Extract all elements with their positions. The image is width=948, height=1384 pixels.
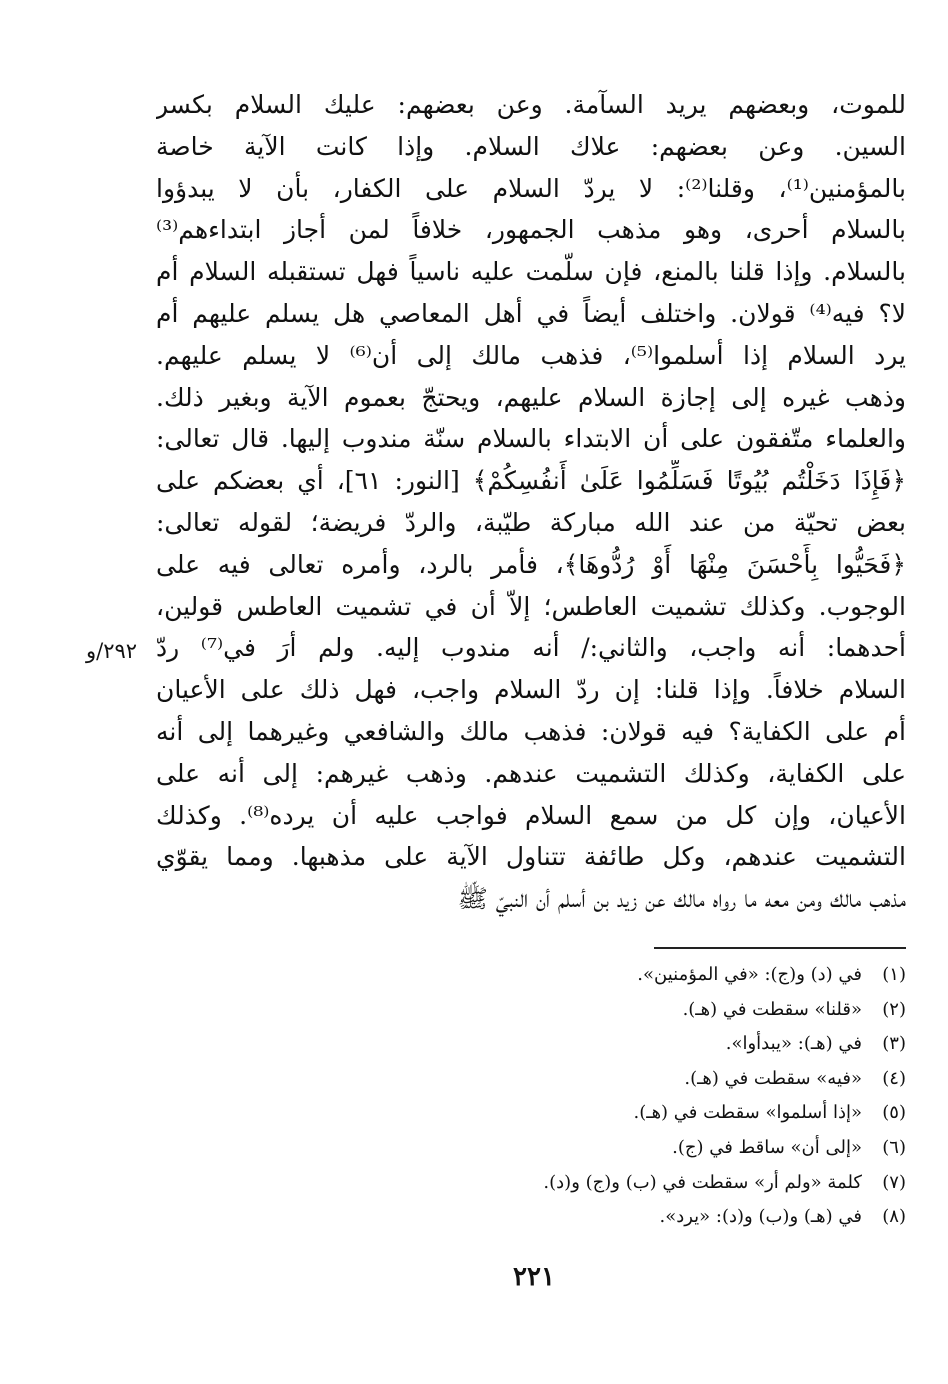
footnote-number: (٧) [882, 1171, 906, 1193]
text-line: مذهب مالك ومن معه ما رواه مالك عن زيد بن أسلم أن النبيّ ﷺ [457, 884, 906, 914]
text-line: والعلماء متّفقون على أن الابتداء بالسلام سنّة مندوب إليها. قال تعالى: [156, 424, 906, 454]
text-line: على الكفاية، وكذلك التشميت عندهم. وذهب غيرهم: إلى أنه على [156, 758, 906, 788]
footnote-number: (٣) [882, 1033, 906, 1055]
footnote-item [440, 1027, 906, 1062]
text-line: أحدهما: أنه واجب، والثاني:/ أنه مندوب إليه. ولم أرَ في⁽⁷⁾ ردّ [156, 633, 906, 663]
footnote-text: في (د) و(ج): «في المؤمنين». [637, 964, 862, 985]
footnote-item [440, 958, 906, 993]
footnote-text: «إذا أسلموا» سقطت في (هـ). [633, 1102, 862, 1124]
footnote-item [440, 1096, 906, 1131]
manuscript-folio-marker: ٢٩٢/و [86, 639, 138, 663]
page-number: ٢٢١ [513, 1262, 555, 1292]
footnote-text: في (هـ): «يبدأوا». [725, 1033, 862, 1055]
footnote-item [440, 1166, 906, 1201]
text-line: أم على الكفاية؟ فيه قولان: فذهب مالك والشافعي وغيرهما إلى أنه [156, 716, 906, 746]
quran-verse-line: ﴿فَحَيُّوا بِأَحْسَنَ مِنْهَا أَوْ رُدُّوهَا﴾، فأمر بالرد، وأمره تعالى فيه على [156, 549, 906, 579]
text-line: لا؟ فيه⁽⁴⁾ قولان. واختلف أيضاً في أهل المعاصي هل يسلم عليهم أم [156, 298, 906, 328]
footnote-item [440, 1131, 906, 1166]
footnote-text: «فيه» سقطت في (هـ). [684, 1067, 862, 1089]
text-line: بعض تحيّة من عند الله مباركة طيّبة، والردّ فريضة؛ لقوله تعالى: [156, 507, 906, 537]
footnote-number: (٥) [882, 1102, 906, 1124]
text-line: الوجوب. وكذلك تشميت العاطس؛ إلاّ أن في تشميت العاطس قولين، [156, 591, 906, 621]
text-line: يرد السلام إذا أسلموا⁽⁵⁾، فذهب مالك إلى أن⁽⁶⁾ لا يسلم عليهم. [156, 340, 906, 370]
footnotes-list [440, 958, 906, 1235]
footnote-number: (٨) [882, 1206, 906, 1228]
footnote-number: (١) [882, 964, 906, 985]
footnote-number: (٤) [882, 1067, 906, 1089]
text-line: الأعيان، وإن كل من سمع السلام فواجب عليه أن يرده⁽⁸⁾. وكذلك [156, 800, 906, 830]
quran-verse-line: ﴿فَإِذَا دَخَلْتُم بُيُوتًا فَسَلِّمُوا عَلَىٰ أَنفُسِكُمْ﴾ [النور: ٦١]، أي بعضكم على [156, 466, 906, 496]
text-line: التشميت عندهم، وكل طائفة تتناول الآية على مذهبها. ومما يقوّي [156, 842, 906, 872]
text-line: بالسلام أحرى، وهو مذهب الجمهور، خلافاً لمن أجاز ابتداءهم⁽³⁾ [156, 215, 906, 245]
footnote-number: (٢) [882, 998, 906, 1020]
text-line: بالمؤمنين⁽¹⁾، وقلنا⁽²⁾: لا يردّ السلام على الكفار، بأن لا يبدؤوا [156, 173, 906, 203]
text-line: السلام خلافاً. وإذا قلنا: إن ردّ السلام واجب، فهل ذلك على الأعيان [156, 675, 906, 705]
footnote-item [440, 1200, 906, 1235]
footnote-divider [654, 947, 906, 949]
footnote-text: كلمة «ولم أر» سقطت في (ب) و(ج) و(د). [543, 1171, 862, 1193]
footnote-item [440, 1062, 906, 1097]
text-line: السين. وعن بعضهم: علاك السلام. وإذا كانت الآية خاصة [156, 131, 906, 161]
footnote-item [440, 993, 906, 1028]
main-text-block [156, 84, 906, 920]
text-line: وذهب غيره إلى إجازة السلام عليهم، ويحتجّ بعموم الآية وبغير ذلك. [156, 382, 906, 412]
footnote-text: في (هـ) و(ب) و(د): «يرد». [659, 1206, 862, 1228]
text-line: بالسلام. وإذا قلنا بالمنع، فإن سلّمت عليه ناسياً فهل تستقبله السلام أم [156, 257, 906, 287]
footnote-text: «قلنا» سقطت في (هـ). [682, 998, 862, 1020]
footnote-number: (٦) [882, 1136, 906, 1158]
text-line: للموت، وبعضهم يريد السآمة. وعن بعضهم: عليك السلام بكسر [156, 90, 906, 119]
footnote-text: «إلى أن» ساقط في (ج). [672, 1136, 862, 1158]
